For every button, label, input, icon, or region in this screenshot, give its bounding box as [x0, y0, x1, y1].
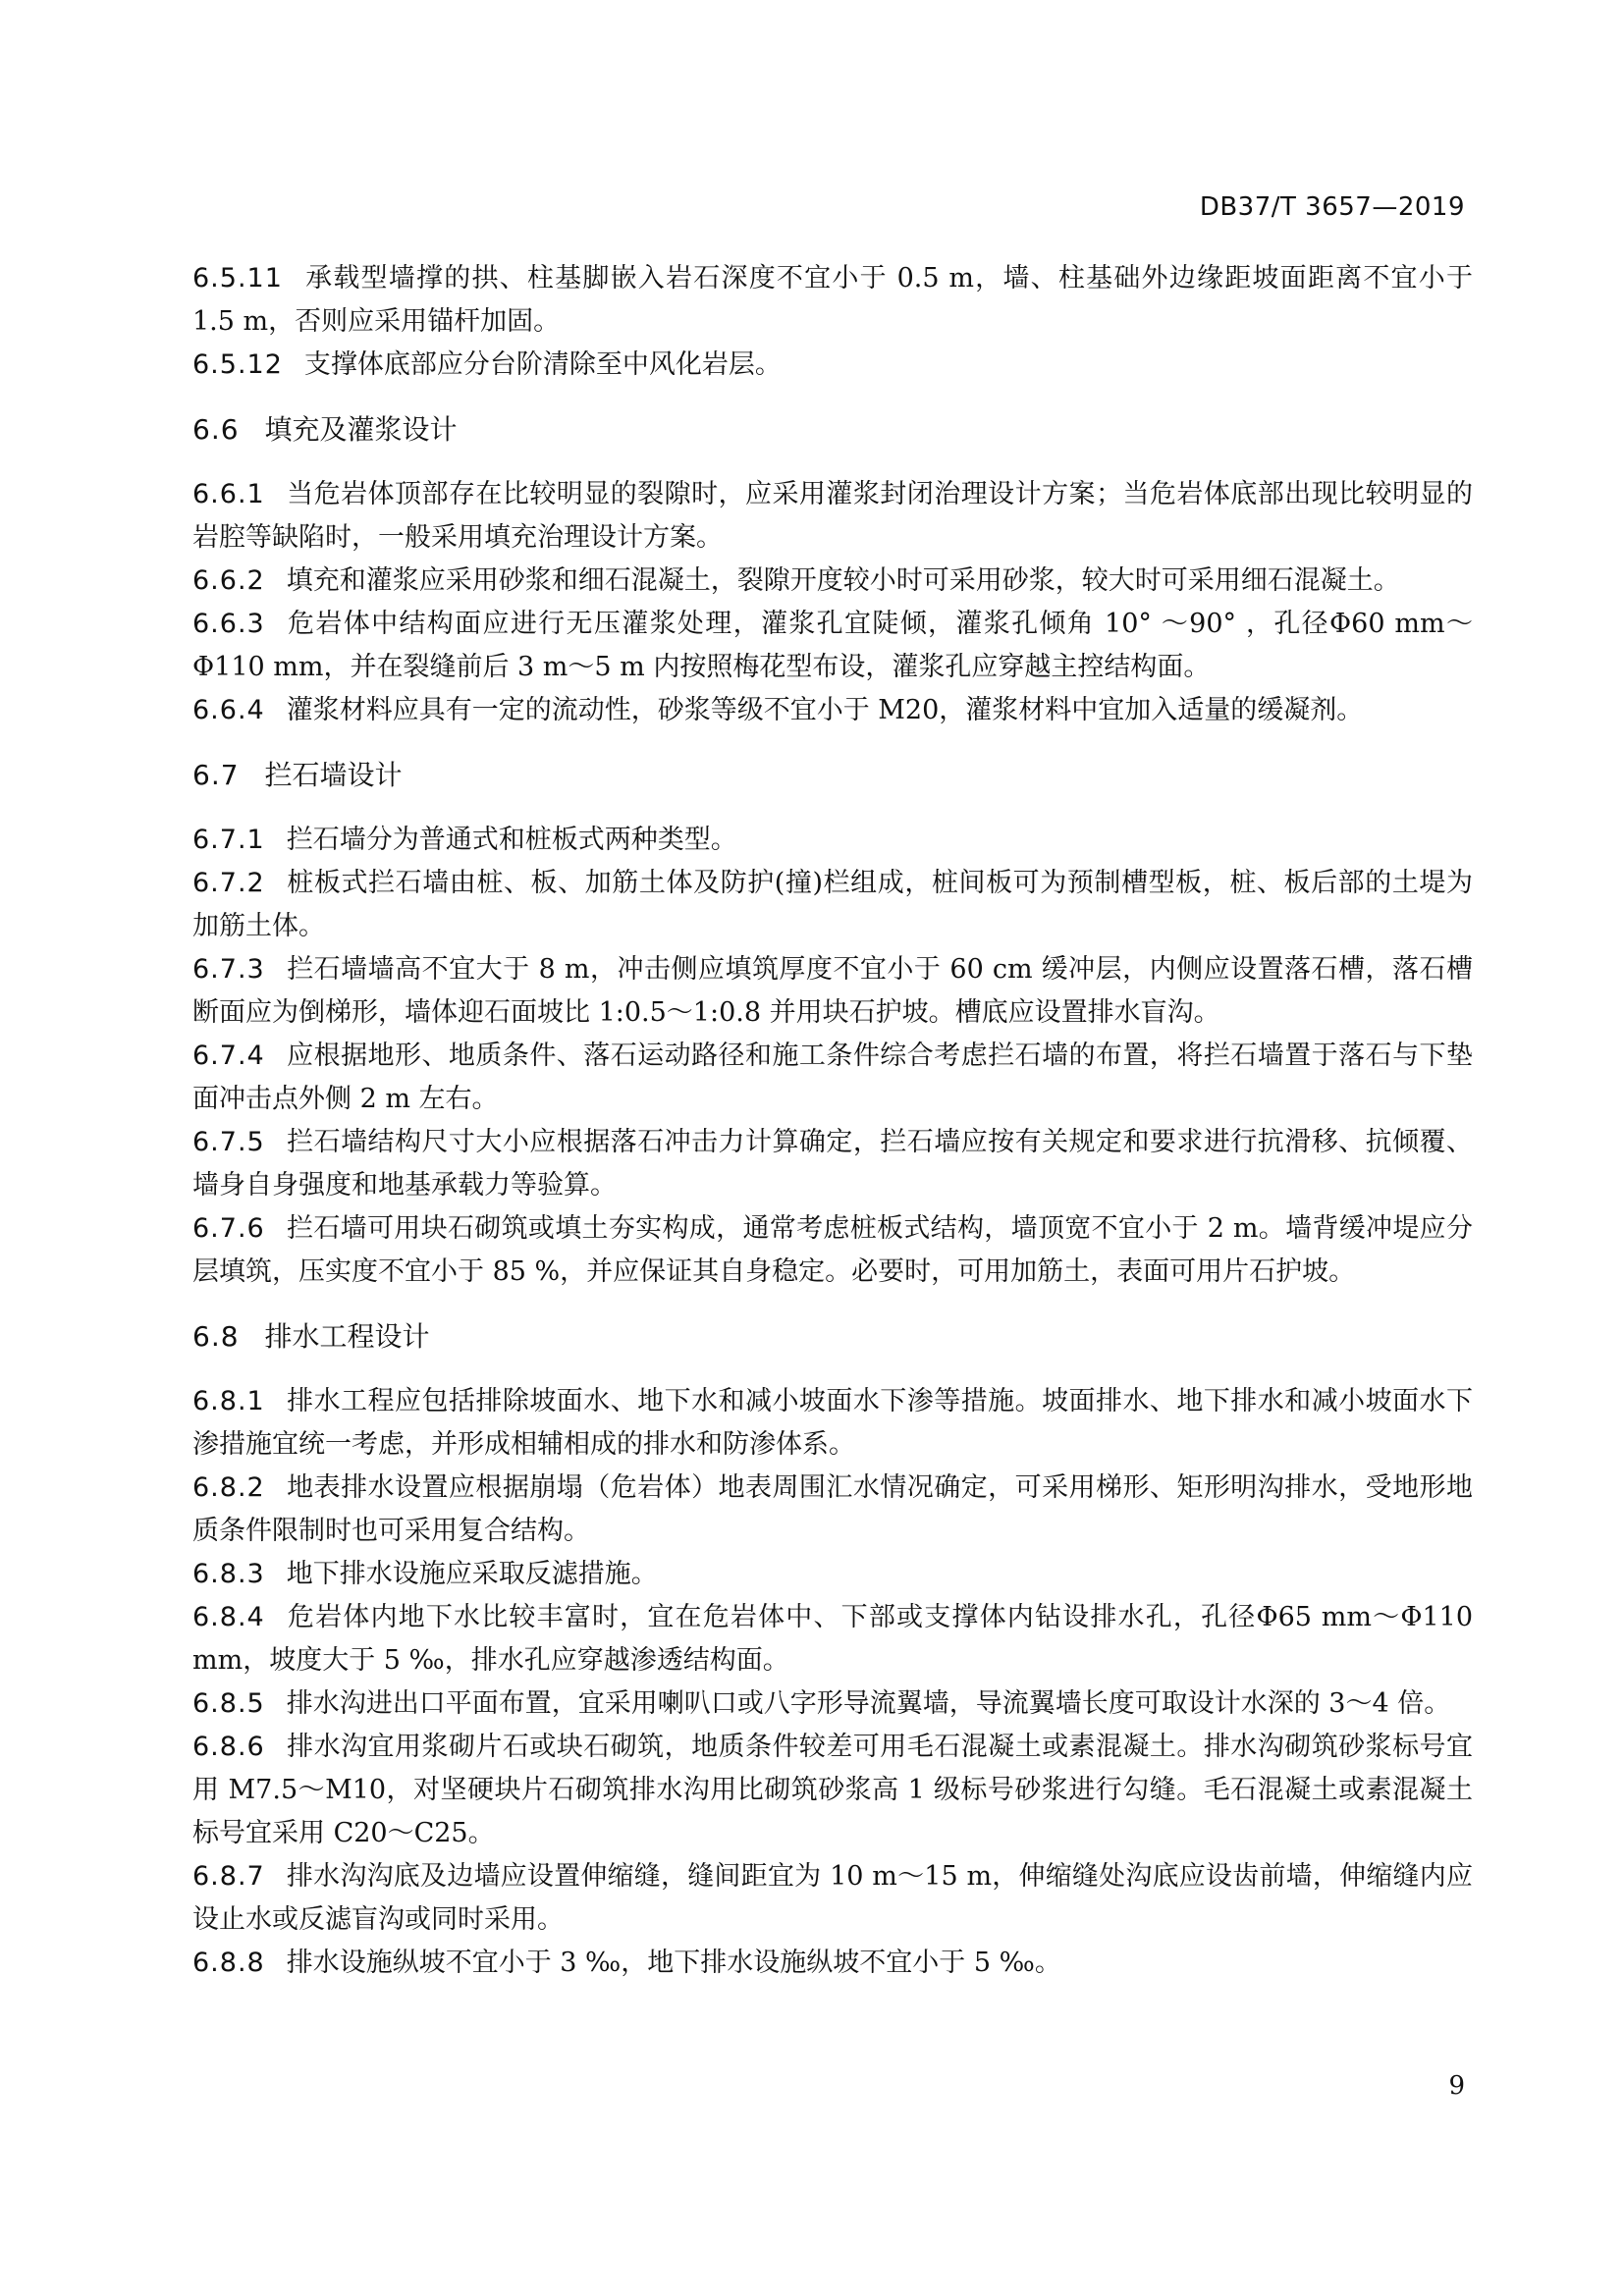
- clause-number: 6.6.1: [192, 479, 265, 509]
- clause-number: 6.6.2: [192, 565, 265, 596]
- clause-paragraph: [192, 862, 1473, 948]
- section-title: 填充及灌浆设计: [264, 413, 458, 446]
- clause-number: 6.8.4: [192, 1602, 265, 1632]
- section-number: 6.6: [192, 413, 240, 446]
- section-heading: [192, 408, 1473, 452]
- clause-text: 拦石墙结构尺寸大小应根据落石冲击力计算确定，拦石墙应按有关规定和要求进行抗滑移、抗倾覆、墙身自身强度和地基承载力等验算。: [192, 1127, 1473, 1201]
- clause-text: 地下排水设施应采取反滤措施。: [286, 1559, 658, 1589]
- clause-text: 填充和灌浆应采用砂浆和细石混凝土，裂隙开度较小时可采用砂浆，较大时可采用细石混凝土。: [286, 565, 1400, 596]
- clause-paragraph: [192, 1380, 1473, 1467]
- clause-text: 排水沟进出口平面布置，宜采用喇叭口或八字形导流翼墙，导流翼墙长度可取设计水深的 3～4 倍。: [286, 1688, 1451, 1719]
- clause-paragraph: [192, 1942, 1473, 1985]
- section-number: 6.7: [192, 759, 240, 791]
- clause-paragraph: [192, 1553, 1473, 1596]
- section-number: 6.8: [192, 1320, 240, 1353]
- clause-number: 6.7.3: [192, 954, 265, 985]
- document-body: [192, 257, 1473, 1985]
- clause-paragraph: [192, 560, 1473, 603]
- clause-paragraph: [192, 344, 1473, 387]
- clause-number: 6.8.2: [192, 1472, 265, 1503]
- clause-text: 灌浆材料应具有一定的流动性，砂浆等级不宜小于 M20，灌浆材料中宜加入适量的缓凝剂。: [286, 695, 1364, 725]
- clause-paragraph: [192, 1726, 1473, 1855]
- clause-paragraph: [192, 1121, 1473, 1207]
- clause-text: 拦石墙墙高不宜大于 8 m，冲击侧应填筑厚度不宜小于 60 cm 缓冲层，内侧应设置落石槽，落石槽断面应为倒梯形，墙体迎石面坡比 1:0.5～1:0.8 并用块石护坡。槽底应设置排水盲沟。: [192, 954, 1473, 1028]
- clause-number: 6.6.4: [192, 695, 265, 725]
- page-number: 9: [1448, 2071, 1465, 2101]
- clause-text: 应根据地形、地质条件、落石运动路径和施工条件综合考虑拦石墙的布置，将拦石墙置于落石与下垫面冲击点外侧 2 m 左右。: [192, 1041, 1473, 1114]
- clause-number: 6.8.7: [192, 1861, 265, 1892]
- clause-number: 6.8.8: [192, 1948, 265, 1978]
- clause-text: 排水沟宜用浆砌片石或块石砌筑，地质条件较差可用毛石混凝土或素混凝土。排水沟砌筑砂浆标号宜用 M7.5～M10，对坚硬块片石砌筑排水沟用比砌筑砂浆高 1 级标号砂浆进行勾缝。毛石混凝土或素混凝土标号宜采用 C20～C25。: [192, 1732, 1473, 1848]
- clause-number: 6.8.5: [192, 1688, 265, 1719]
- section-heading: [192, 1315, 1473, 1359]
- section-title: 拦石墙设计: [264, 759, 403, 791]
- clause-text: 支撑体底部应分台阶清除至中风化岩层。: [303, 349, 782, 380]
- section-heading: [192, 754, 1473, 797]
- clause-paragraph: [192, 257, 1473, 344]
- clause-number: 6.8.6: [192, 1732, 265, 1762]
- clause-text: 当危岩体顶部存在比较明显的裂隙时，应采用灌浆封闭治理设计方案；当危岩体底部出现比较明显的岩腔等缺陷时，一般采用填充治理设计方案。: [192, 479, 1473, 553]
- section-title: 排水工程设计: [264, 1320, 430, 1353]
- clause-paragraph: [192, 689, 1473, 732]
- clause-text: 拦石墙分为普通式和桩板式两种类型。: [286, 825, 737, 855]
- clause-text: 排水工程应包括排除坡面水、地下水和减小坡面水下渗等措施。坡面排水、地下排水和减小坡面水下渗措施宜统一考虑，并形成相辅相成的排水和防渗体系。: [192, 1386, 1473, 1460]
- clause-text: 排水设施纵坡不宜小于 3 ‰，地下排水设施纵坡不宜小于 5 ‰。: [286, 1948, 1061, 1978]
- document-code: DB37/T 3657—2019: [1199, 192, 1465, 222]
- clause-paragraph: [192, 1855, 1473, 1942]
- clause-number: 6.7.2: [192, 868, 265, 898]
- clause-paragraph: [192, 1035, 1473, 1121]
- clause-paragraph: [192, 948, 1473, 1035]
- clause-text: 桩板式拦石墙由桩、板、加筋土体及防护(撞)栏组成，桩间板可为预制槽型板，桩、板后部的土堤为加筋土体。: [192, 868, 1473, 941]
- clause-number: 6.7.5: [192, 1127, 265, 1157]
- clause-number: 6.8.3: [192, 1559, 265, 1589]
- clause-paragraph: [192, 1467, 1473, 1553]
- clause-number: 6.7.1: [192, 825, 265, 855]
- clause-text: 排水沟沟底及边墙应设置伸缩缝，缝间距宜为 10 m～15 m，伸缩缝处沟底应设齿前墙，伸缩缝内应设止水或反滤盲沟或同时采用。: [192, 1861, 1473, 1935]
- clause-text: 危岩体中结构面应进行无压灌浆处理，灌浆孔宜陡倾，灌浆孔倾角 10° ～90° ，孔径Φ60 mm～Φ110 mm，并在裂缝前后 3 m～5 m 内按照梅花型布设，灌浆孔应穿越主控结构面。: [192, 609, 1473, 682]
- clause-paragraph: [192, 1207, 1473, 1294]
- clause-text: 拦石墙可用块石砌筑或填土夯实构成，通常考虑桩板式结构，墙顶宽不宜小于 2 m。墙背缓冲堤应分层填筑，压实度不宜小于 85 %，并应保证其自身稳定。必要时，可用加筋土，表面可用片石护坡。: [192, 1213, 1473, 1287]
- clause-paragraph: [192, 473, 1473, 560]
- clause-number: 6.5.12: [192, 349, 283, 380]
- clause-number: 6.7.4: [192, 1041, 265, 1071]
- clause-number: 6.5.11: [192, 263, 283, 294]
- clause-text: 承载型墙撑的拱、柱基脚嵌入岩石深度不宜小于 0.5 m，墙、柱基础外边缘距坡面距离不宜小于 1.5 m，否则应采用锚杆加固。: [192, 263, 1473, 337]
- clause-number: 6.7.6: [192, 1213, 265, 1244]
- clause-paragraph: [192, 603, 1473, 689]
- clause-paragraph: [192, 819, 1473, 862]
- clause-text: 地表排水设置应根据崩塌（危岩体）地表周围汇水情况确定，可采用梯形、矩形明沟排水，受地形地质条件限制时也可采用复合结构。: [192, 1472, 1473, 1546]
- clause-number: 6.6.3: [192, 609, 265, 639]
- clause-number: 6.8.1: [192, 1386, 265, 1416]
- clause-paragraph: [192, 1682, 1473, 1726]
- clause-paragraph: [192, 1596, 1473, 1682]
- clause-text: 危岩体内地下水比较丰富时，宜在危岩体中、下部或支撑体内钻设排水孔，孔径Φ65 mm～Φ110 mm，坡度大于 5 ‰，排水孔应穿越渗透结构面。: [192, 1602, 1473, 1676]
